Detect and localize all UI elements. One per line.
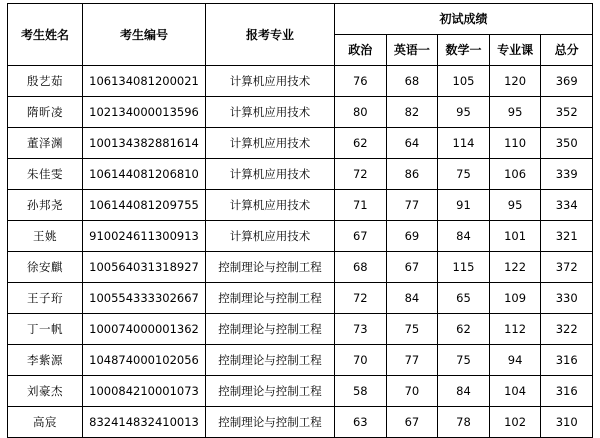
candidate-major: 控制理论与控制工程 — [206, 407, 335, 438]
table-header-row-1 — [8, 4, 593, 35]
candidate-name: 丁一帆 — [8, 314, 83, 345]
score-total: 372 — [541, 252, 593, 283]
score-politics: 80 — [335, 97, 387, 128]
column-header-name: 考生姓名 — [8, 4, 83, 66]
column-header-id: 考生编号 — [83, 4, 206, 66]
candidate-name: 刘豪杰 — [8, 376, 83, 407]
candidate-major: 计算机应用技术 — [206, 66, 335, 97]
column-header-group-scores: 初试成绩 — [335, 4, 593, 35]
candidate-name: 徐安麒 — [8, 252, 83, 283]
candidate-major: 计算机应用技术 — [206, 159, 335, 190]
score-politics: 72 — [335, 159, 387, 190]
score-math: 105 — [438, 66, 490, 97]
candidate-id: 102134000013596 — [83, 97, 206, 128]
column-header-english: 英语一 — [386, 35, 438, 66]
candidate-name: 董泽渊 — [8, 128, 83, 159]
score-professional: 122 — [489, 252, 541, 283]
score-professional: 120 — [489, 66, 541, 97]
score-politics: 58 — [335, 376, 387, 407]
score-english: 67 — [386, 252, 438, 283]
table-row — [8, 283, 593, 314]
candidate-id: 100554333302667 — [83, 283, 206, 314]
score-politics: 76 — [335, 66, 387, 97]
table-row — [8, 128, 593, 159]
score-professional: 95 — [489, 97, 541, 128]
score-english: 64 — [386, 128, 438, 159]
column-header-professional: 专业课 — [489, 35, 541, 66]
candidate-major: 控制理论与控制工程 — [206, 252, 335, 283]
score-total: 334 — [541, 190, 593, 221]
score-professional: 109 — [489, 283, 541, 314]
score-english: 77 — [386, 190, 438, 221]
score-english: 70 — [386, 376, 438, 407]
candidate-major: 控制理论与控制工程 — [206, 376, 335, 407]
candidate-major: 计算机应用技术 — [206, 190, 335, 221]
candidate-major: 控制理论与控制工程 — [206, 345, 335, 376]
candidate-id: 910024611300913 — [83, 221, 206, 252]
score-english: 86 — [386, 159, 438, 190]
candidate-id: 106144081206810 — [83, 159, 206, 190]
score-math: 75 — [438, 345, 490, 376]
candidate-name: 殷艺茹 — [8, 66, 83, 97]
candidate-name: 朱佳雯 — [8, 159, 83, 190]
table-header — [8, 4, 593, 66]
score-english: 75 — [386, 314, 438, 345]
score-professional: 104 — [489, 376, 541, 407]
candidate-name: 孙邦尧 — [8, 190, 83, 221]
score-english: 82 — [386, 97, 438, 128]
score-professional: 101 — [489, 221, 541, 252]
score-professional: 95 — [489, 190, 541, 221]
column-header-total: 总分 — [541, 35, 593, 66]
candidate-name: 王姚 — [8, 221, 83, 252]
score-professional: 102 — [489, 407, 541, 438]
score-total: 369 — [541, 66, 593, 97]
score-total: 339 — [541, 159, 593, 190]
admission-score-table — [7, 3, 593, 438]
score-math: 95 — [438, 97, 490, 128]
candidate-major: 计算机应用技术 — [206, 221, 335, 252]
candidate-id: 100074000001362 — [83, 314, 206, 345]
table-row — [8, 376, 593, 407]
score-english: 68 — [386, 66, 438, 97]
score-sheet — [0, 3, 600, 429]
score-professional: 112 — [489, 314, 541, 345]
candidate-id: 106144081209755 — [83, 190, 206, 221]
table-row — [8, 345, 593, 376]
column-header-politics: 政治 — [335, 35, 387, 66]
table-row — [8, 314, 593, 345]
candidate-major: 计算机应用技术 — [206, 128, 335, 159]
candidate-id: 100564031318927 — [83, 252, 206, 283]
candidate-name: 李紫源 — [8, 345, 83, 376]
table-body — [8, 66, 593, 438]
score-total: 330 — [541, 283, 593, 314]
score-politics: 70 — [335, 345, 387, 376]
score-math: 114 — [438, 128, 490, 159]
candidate-name: 隋昕凌 — [8, 97, 83, 128]
score-politics: 68 — [335, 252, 387, 283]
candidate-id: 100134382881614 — [83, 128, 206, 159]
score-math: 91 — [438, 190, 490, 221]
score-math: 115 — [438, 252, 490, 283]
table-row — [8, 252, 593, 283]
score-total: 322 — [541, 314, 593, 345]
score-politics: 71 — [335, 190, 387, 221]
column-header-major: 报考专业 — [206, 4, 335, 66]
score-total: 352 — [541, 97, 593, 128]
candidate-id: 106134081200021 — [83, 66, 206, 97]
candidate-name: 王子珩 — [8, 283, 83, 314]
table-row — [8, 97, 593, 128]
score-math: 78 — [438, 407, 490, 438]
score-math: 62 — [438, 314, 490, 345]
candidate-id: 832414832410013 — [83, 407, 206, 438]
score-total: 316 — [541, 376, 593, 407]
score-math: 65 — [438, 283, 490, 314]
candidate-major: 控制理论与控制工程 — [206, 283, 335, 314]
score-math: 84 — [438, 376, 490, 407]
score-total: 350 — [541, 128, 593, 159]
column-header-math: 数学一 — [438, 35, 490, 66]
score-english: 67 — [386, 407, 438, 438]
score-english: 77 — [386, 345, 438, 376]
score-total: 316 — [541, 345, 593, 376]
table-row — [8, 221, 593, 252]
score-math: 75 — [438, 159, 490, 190]
score-politics: 67 — [335, 221, 387, 252]
candidate-major: 计算机应用技术 — [206, 97, 335, 128]
score-politics: 72 — [335, 283, 387, 314]
score-professional: 110 — [489, 128, 541, 159]
score-politics: 62 — [335, 128, 387, 159]
score-total: 310 — [541, 407, 593, 438]
candidate-name: 高宸 — [8, 407, 83, 438]
candidate-id: 100084210001073 — [83, 376, 206, 407]
table-row — [8, 407, 593, 438]
candidate-major: 控制理论与控制工程 — [206, 314, 335, 345]
table-row — [8, 190, 593, 221]
score-politics: 73 — [335, 314, 387, 345]
table-row — [8, 159, 593, 190]
score-professional: 94 — [489, 345, 541, 376]
table-row — [8, 66, 593, 97]
score-professional: 106 — [489, 159, 541, 190]
score-english: 69 — [386, 221, 438, 252]
score-english: 84 — [386, 283, 438, 314]
score-total: 321 — [541, 221, 593, 252]
candidate-id: 104874000102056 — [83, 345, 206, 376]
score-politics: 63 — [335, 407, 387, 438]
score-math: 84 — [438, 221, 490, 252]
